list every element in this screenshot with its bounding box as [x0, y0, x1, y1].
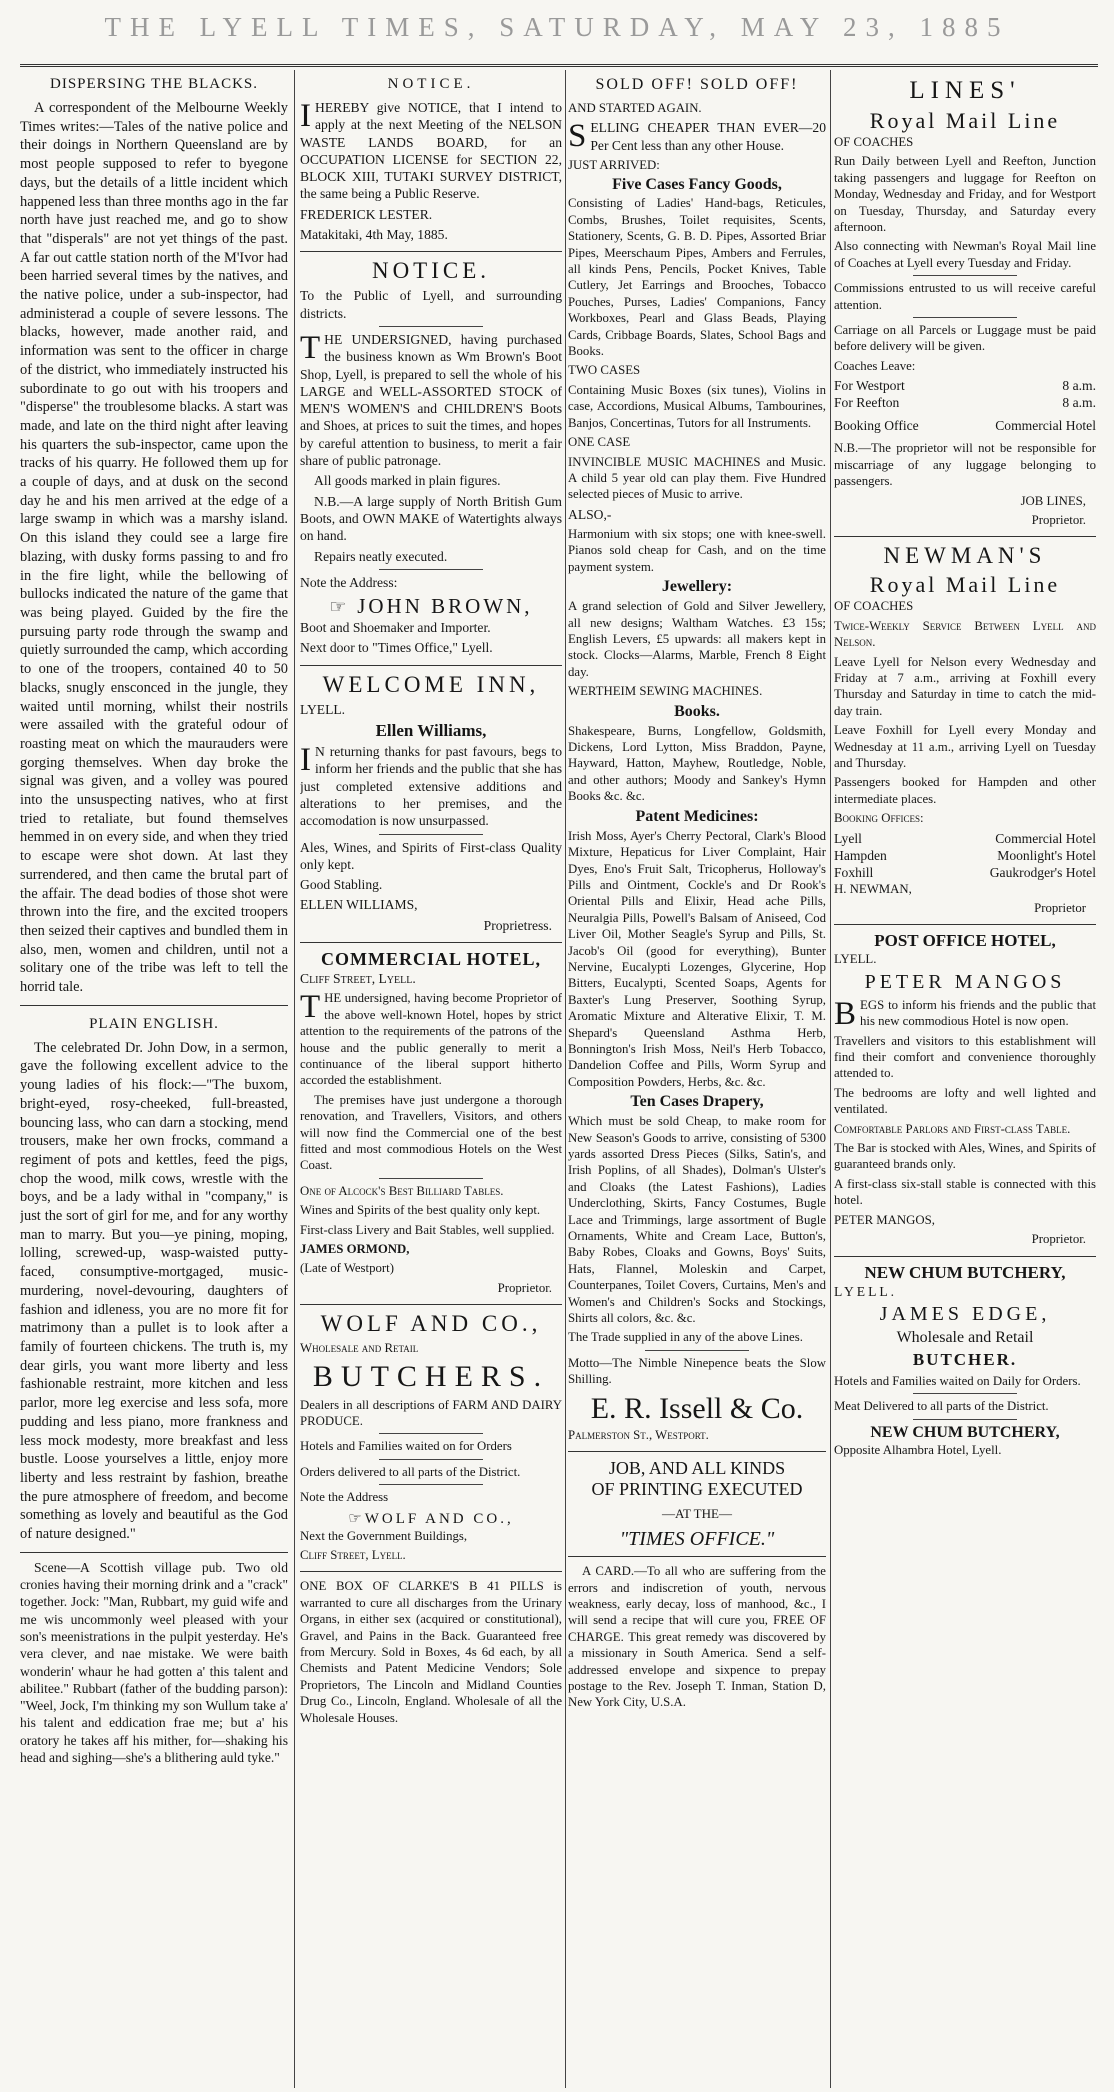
ad-signature: PETER MANGOS,	[834, 1212, 935, 1227]
ad-body: THE UNDERSIGNED, having purchased the business known as Wm Brown's Boot Shop, Lyell, is prepared to sell the whole of his LARGE and WELL-ASSORTED STOCK of MEN'S WOMEN'S and CHILDREN'S Boots and Shoes, at prices to suit the times, and hopes by careful attention to business, to merit a fair share of public patronage.	[300, 329, 562, 469]
ad-body: THE undersigned, having become Proprietor of the above well-known Hotel, hopes by strict attention to the requirements of the patrons of the house and the public generally to merit a continuance of the liberal support hitherto accorded the establishment.	[300, 989, 562, 1088]
ad-body: The bedrooms are lofty and well lighted and ventilated.	[834, 1085, 1096, 1117]
ad-body: A CARD.—To all who are suffering from the errors and indiscretion of youth, nervous weakness, early decay, loss of manhood, &c., I will send a recipe that will cure you, FREE OF CHARGE. This great remedy was discovered by a missionary in South America. Send a self-addressed envelope and sixpence to prepay postage to the Rev. Joseph T. Inman, Station D, New York City, U.S.A.	[568, 1564, 826, 1710]
timetable-time: 8 a.m.	[1062, 395, 1096, 411]
ad-new-chum-butchery	[834, 1263, 1096, 1467]
ad-big-title: BUTCHERS.	[312, 1359, 550, 1393]
ad-town: LYELL.	[834, 952, 877, 967]
timetable-row	[834, 377, 1096, 394]
ad-body: Ales, Wines, and Spirits of First-class Quality only kept.	[300, 839, 562, 872]
booking-row	[834, 830, 1096, 847]
ad-subhead: Patent Medicines:	[635, 807, 759, 825]
booking-place: Hampden	[834, 847, 887, 863]
ad-name: PETER MANGOS	[864, 970, 1066, 993]
ad-address: Next door to "Times Office," Lyell.	[300, 640, 493, 656]
ad-late: (Late of Westport)	[300, 1261, 394, 1276]
ad-subhead: Five Cases Fancy Goods,	[612, 176, 782, 194]
ad-subtitle: AND STARTED AGAIN.	[568, 101, 702, 115]
masthead-rule	[20, 64, 1098, 67]
ad-body: N.B.—The proprietor will not be responsible for miscarriage of any luggage belonging to passengers.	[834, 441, 1096, 489]
ad-role: Proprietor	[1034, 901, 1086, 915]
booking-label: Booking Office	[834, 418, 919, 434]
ad-title: NEWMAN'S	[883, 543, 1047, 569]
ad-subtitle: OF COACHES	[834, 599, 914, 614]
ad-body: Dealers in all descriptions of FARM AND DAIRY PRODUCE.	[300, 1397, 562, 1428]
divider	[913, 1419, 1018, 1420]
ad-body: Leave Lyell for Nelson every Wednesday and Friday at 7 a.m., arriving at Foxhill every Thursday and Saturday in time to catch the mid-day train.	[834, 654, 1096, 718]
divider	[913, 317, 1018, 318]
masthead: THE LYELL TIMES, SATURDAY, MAY 23, 1885	[104, 12, 1010, 42]
ad-body: The Trade supplied in any of the above Lines.	[568, 1330, 803, 1345]
article-body: A correspondent of the Melbourne Weekly Times writes:—Tales of the native police and their doings in Northern Queensland are by most people supposed to refer to byegone days, but the details of a little incident which happened less than three months ago in the far north have just reached me, and go to show that "disperals" are not yet things of the past. A far out cattle station north of the M'Ivor had been harried several times by the natives, and the native police, under a sub-inspector, had administerad a couple of severe lessons. The blacks, however, made another raid, and information was sent to the officer in charge of the district, who immediately instructed his subordinate to go out with his troopers and "disperse" the troublesome blacks. A start was made, and late on the third night after leaving his quarters the sub-inspector, came upon the tracks of his quarry. He followed them up for a couple of days, and at dusk on the second day he and his men arrived at the edge of a large swamp in which was a marshy island. On this island they could see a large fire blazing, with dusky forms passing to and fro in the fire light, while the bellowing of bullocks indicated the nature of the game that was being played. Guided by the fire the pursuing party rode through the swamp and quietly surrounded the camp, which according to one of the troopers, contained 40 to 50 blacks, snugly ensconced in the jungle, they waited until morning, whilst their nostrils were assailed with the grateful odour of roasting meat on which the maurauders were gorging themselves. When day broke the signal was given, and a volley was poured into the unsuspecting natives, who at first tried to retaliate, but found themselves hemmed in on every side, and when they tried to escape were shot down. At last they surrendered, and then came the brutal part of the affair. The dead bodies of those shot were thrown into the fire, and the excited troopers then seized their captives and bundled them in also, men, women and children, until not a solitary one of the tribe was left to tell the horrid tale.	[20, 100, 288, 996]
ad-body: Passengers booked for Hampden and other intermediate places.	[834, 775, 1096, 806]
ad-clarke-pills	[300, 1578, 562, 1734]
ad-big-title: Royal Mail Line	[869, 108, 1061, 133]
booking-hotel: Commercial Hotel	[995, 830, 1096, 846]
ad-body: Hotels and Families waited on for Orders	[300, 1439, 512, 1454]
ad-role: Proprietor.	[1031, 1232, 1086, 1247]
ad-body: The premises have just undergone a thorough renovation, and Travellers, Visitors, and others will now find the Commercial one of the best fitted and most commodious Hotels on the West Coast.	[300, 1092, 562, 1173]
booking-hotel: Moonlight's Hotel	[997, 847, 1096, 863]
divider	[379, 326, 484, 327]
ad-title: NEW CHUM BUTCHERY,	[870, 1423, 1060, 1441]
ad-body: Twice-Weekly Service Between Lyell and Nelson.	[834, 618, 1096, 650]
ad-body: All goods marked in plain figures.	[314, 473, 501, 489]
ad-line: —AT THE—	[662, 1506, 732, 1522]
timetable-place: For Reefton	[834, 395, 900, 411]
ad-body: Shakespeare, Burns, Longfellow, Goldsmith, Dickens, Lord Lytton, Miss Braddon, Payne, Hayward, Hatton, Mayhew, Routledge, Noble, and other authors; Moody and Sankey's Hymn Books &c. &c.	[568, 723, 826, 804]
ad-body: Good Stabling.	[300, 877, 383, 893]
column-rule	[830, 70, 831, 2088]
ad-name	[300, 1509, 562, 1528]
ad-date: Matakitaki, 4th May, 1885.	[300, 227, 448, 243]
ad-subhead: Ten Cases Drapery,	[630, 1093, 764, 1111]
ad-job-printing	[568, 1458, 826, 1557]
ad-title: WOLF AND CO.,	[320, 1311, 542, 1337]
ad-role: Proprietor.	[1031, 512, 1086, 527]
article-title: PLAIN ENGLISH.	[89, 1015, 219, 1032]
ad-line: JOB, AND ALL KINDS	[608, 1458, 786, 1479]
ad-subtitle: To the Public of Lyell, and surrounding districts.	[300, 288, 562, 321]
booking-row	[834, 847, 1096, 864]
ad-body: Motto—The Nimble Ninepence beats the Slow Shilling.	[568, 1355, 826, 1387]
divider	[913, 275, 1018, 276]
ad-line: OF PRINTING EXECUTED	[591, 1479, 803, 1500]
booking-place: Commercial Hotel	[995, 418, 1096, 434]
ad-body: Meat Delivered to all parts of the District.	[834, 1399, 1049, 1414]
ad-body: N.B.—A large supply of North British Gum Boots, and OWN MAKE of Watertights always on hand.	[300, 493, 562, 544]
ad-body: Comfortable Parlors and First-class Table.	[834, 1121, 1071, 1136]
ad-body: Which must be sold Cheap, to make room for New Season's Goods to arrive, consisting of 5300 yards assorted Dress Pieces (Silks, Satin's, and Irish Poplins, of all Shades), Dolman's Ulster's and Cloaks (the Latest Fashions), Ladies Underclothing, Skirts, Fancy Costumes, Bugle Lace and Trimmings, large assortment of Bugle Ornaments, White and Cream Lace, Button's, Baby Robes, Cloaks and Gowns, Boys' Suits, Hats, Flannel, Moleskin and Carpet, Counterpanes, Toilet Covers, Curtains, Men's and Women's and Children's Socks and Stockings, Shirts all colors, &c. &c.	[568, 1114, 826, 1326]
ad-body: Consisting of Ladies' Hand-bags, Reticules, Combs, Brushes, Toilet requisites, Scents, Stationery, Scents, G. B. D. Pipes, Assorted Briar Pipes, Meerschaum Pipes, Ambers and Ferrules, all kinds Pens, Pencils, Pocket Knives, Table Cutlery, Jet Earrings and Brooches, Tobacco Pouches, Purses, Ladies' Companions, Fancy Workboxes, Pearl and Glass Beads, Playing Cards, Cribbage Boards, Slates, School Bags and Books.	[568, 196, 826, 359]
ad-body: WERTHEIM SEWING MACHINES.	[568, 684, 763, 699]
ad-name: Ellen Williams,	[375, 721, 487, 741]
pointing-hand-icon: ☞	[329, 597, 358, 619]
ad-card	[568, 1563, 826, 1719]
ad-subtitle: OF COACHES	[834, 135, 914, 149]
ad-note: Note the Address	[300, 1490, 389, 1505]
ad-title: SOLD OFF! SOLD OFF!	[595, 76, 799, 93]
column-rule	[565, 70, 566, 2088]
divider	[913, 1393, 1018, 1394]
booking-hotel: Gaukrodger's Hotel	[989, 864, 1096, 880]
ad-sold-off	[568, 76, 826, 1452]
ad-lines-coaches	[834, 77, 1096, 537]
ad-name	[300, 594, 562, 619]
ad-trade: Boot and Shoemaker and Importer.	[300, 620, 491, 636]
article-dispersing-blacks	[20, 76, 288, 1006]
ad-line: "TIMES OFFICE."	[619, 1528, 775, 1551]
ad-signature: FREDERICK LESTER.	[300, 206, 433, 222]
ad-signature: ELLEN WILLIAMS,	[300, 897, 418, 913]
ad-body: The Bar is stocked with Ales, Wines, and Spirits of guaranteed brands only.	[834, 1141, 1096, 1172]
ad-big-title: BUTCHER.	[912, 1349, 1018, 1369]
column-3	[568, 74, 826, 2084]
ad-title: NOTICE.	[371, 258, 491, 284]
ad-body: Repairs neatly executed.	[314, 548, 448, 564]
ad-welcome-inn	[300, 672, 562, 943]
ad-body: Leave Foxhill for Lyell every Monday and Wednesday at 11 a.m., arriving Lyell on Tuesday and Thursday.	[834, 723, 1096, 770]
ad-title: COMMERCIAL HOTEL,	[320, 948, 542, 969]
divider	[379, 569, 484, 570]
ad-subhead: Coaches Leave:	[834, 358, 916, 373]
column-1	[20, 74, 288, 2084]
divider	[379, 1178, 484, 1179]
ad-body: A first-class six-stall stable is connected with this hotel.	[834, 1176, 1096, 1208]
ad-title: LINES'	[909, 77, 1021, 104]
ad-street: Cliff Street, Lyell.	[300, 970, 416, 986]
ad-subhead: ONE CASE	[568, 435, 631, 450]
ad-body: Hotels and Families waited on Daily for Orders.	[834, 1373, 1081, 1388]
ad-notice-brown	[300, 258, 562, 665]
ad-subhead: TWO CASES	[568, 363, 641, 378]
ad-signature: JOB LINES,	[1020, 493, 1086, 508]
column-4	[834, 74, 1096, 2084]
ad-body: Also connecting with Newman's Royal Mail line of Coaches at Lyell every Tuesday and Friday.	[834, 239, 1096, 270]
ad-signature: JAMES ORMOND,	[300, 1241, 410, 1256]
ad-address: Next the Government Buildings,	[300, 1528, 468, 1543]
ad-body: Travellers and visitors to this establishment will find their comfort and convenience thoroughly attended to.	[834, 1033, 1096, 1081]
ad-title: NEW CHUM BUTCHERY,	[864, 1262, 1066, 1282]
ad-firm-name: E. R. Issell & Co.	[590, 1391, 804, 1425]
divider	[645, 1350, 748, 1351]
article-scene	[20, 1559, 288, 1775]
ad-body: BEGS to inform his friends and the public that his new commodious Hotel is now open.	[834, 995, 1096, 1032]
ad-subhead: JUST ARRIVED:	[568, 158, 660, 172]
article-title: DISPERSING THE BLACKS.	[50, 76, 258, 92]
ad-body: Carriage on all Parcels or Luggage must be paid before delivery will be given.	[834, 323, 1096, 354]
ad-body: First-class Livery and Bait Stables, well supplied.	[300, 1222, 555, 1237]
article-body: The celebrated Dr. John Dow, in a sermon, gave the following excellent advice to the young ladies of his flock:—"The buxom, bright-eyed, rosy-cheeked, full-breasted, bouncing lass, who can darn a stocking, mend trousers, make her own frocks, command a regiment of pots and kettles, feed the pigs, chop the wood, milk cows, wrestle with the boys, and be a lady withal in "company," is just the sort of girl for me, and for any worthy man to marry. But you—ye pining, moping, lolling, screwed-up, wasp-waisted putty-faced, consumptive-mortgaged, music-murdering, novel-devouring, daughters of fashion and idleness, you are no more fit for matrimony than a pullet is to look after a family of fourteen chickens. The truth is, my dear girls, you want more liberty and less fashionable restraint, more kitchen and less parlor, more leg exercise and less sofa, more pudding and less piano, more frankness and less mock modesty, more breakfast and less bustle. Loose yourselves a little, enjoy more liberty and less restraint by fashion, breathe the pure atmosphere of freedom, and become something as lovely and beautiful as the God of nature designed."	[20, 1039, 288, 1543]
ad-body: Irish Moss, Ayer's Cherry Pectoral, Clark's Blood Mixture, Hepaticus for Liver Complaint, Hair Dyes, Eno's Fruit Salt, Tricopherus, Holloway's Pills and Ointment, Cockle's and Dr Rook's Oriental Pills and Elixir, Head ache Pills, Neuralgia Pills, Powell's Balsam of Aniseed, Cod Liver Oil, Mother Seagle's Syrup and Pills, St. Jacob's Oil (good for everything), Bunter Nervine, Eucalypti Lozenges, Glycerine, Hop Bitters, Eucalypti, Scented Soaps, Agents for Baxter's Lung Preserver, Soothing Syrup, Aromatic Mixture and Alterative Elixir, T. M. Shepard's Queensland Asthma Herb, Bonnington's Irish Moss, Neil's Herb Tobacco, Dandelion Coffee and Pills, Worm Syrup and Composition Powders, Herbs, &c. &c.	[568, 828, 826, 1089]
ad-subhead: Jewellery:	[661, 578, 733, 596]
ad-body: Commissions entrusted to us will receive careful attention.	[834, 281, 1096, 312]
ad-subtitle: Wholesale and Retail	[896, 1328, 1034, 1346]
article-plain-english	[20, 1016, 288, 1553]
ad-subhead: ALSO,-	[568, 506, 612, 522]
pointing-hand-icon: ☞	[348, 1510, 365, 1527]
ad-title: POST OFFICE HOTEL,	[874, 931, 1056, 951]
ad-body: A grand selection of Gold and Silver Jewellery, all new designs; Waltham Watches. £3 15s; English Levers, £5 upwards: all makers kept in stock. Clocks—Alarms, Marble, French 8 Eight day.	[568, 599, 826, 679]
ad-notice-lester	[300, 76, 562, 252]
ad-signature: H. NEWMAN,	[834, 881, 912, 896]
ad-street: Cliff Street, Lyell.	[300, 1548, 406, 1563]
ad-role: Proprietor.	[497, 1280, 552, 1295]
ad-post-office-hotel	[834, 931, 1096, 1256]
timetable-time: 8 a.m.	[1062, 378, 1096, 394]
ad-role: Proprietress.	[483, 917, 552, 933]
booking-place: Lyell	[834, 830, 862, 846]
ad-subhead: Books.	[674, 702, 720, 720]
ad-name-text: JOHN BROWN,	[357, 594, 533, 619]
article-body: Scene—A Scottish village pub. Two old cronies having their morning drink and a "crack" together. Jock: "Man, Rubbart, my guid wife and me wis uncommonly weel pleased with your son's meenistrations in the pulpit yesterday. He's vera clever, and nae mistake. We were baith wonderin' whaur he had gotten a' this talent and abilitee." Rubbart (father of the budding parson): "Weel, Jock, I'm thinking my son Wullum take a' his talent and eddication frae me; but a' his oratory he takes aff his mither, for—shaking his head and sighing—she's a blithering auld tyke."	[20, 1559, 288, 1765]
booking-row	[834, 864, 1096, 881]
ad-body: Wines and Spirits of the best quality only kept.	[300, 1203, 541, 1218]
column-2	[300, 74, 562, 2084]
divider	[379, 1484, 484, 1485]
ad-subhead: Booking Offices:	[834, 811, 924, 826]
ad-newmans-coaches	[834, 543, 1096, 925]
ad-title: WELCOME INN,	[322, 671, 540, 697]
ad-body: IHEREBY give NOTICE, that I intend to apply at the next Meeting of the NELSON WASTE LANDS BOARD, for an OCCUPATION LICENSE for SECTION 22, BLOCK XIII, TUTAKI SURVEY DISTRICT, the same being a Public Reserve.	[300, 98, 562, 202]
divider	[379, 1459, 484, 1460]
ad-subtitle: Wholesale and Retail	[300, 1341, 419, 1356]
ad-body: IN returning thanks for past favours, begs to inform her friends and the public that she has just completed extensive additions and alterations to her premises, and the accomodation is now unsurpassed.	[300, 742, 562, 829]
divider	[379, 834, 484, 835]
ad-town: LYELL.	[300, 701, 346, 717]
ad-body: INVINCIBLE MUSIC MACHINES and Music. A child 5 year old can play them. Five Hundred selected pieces of Music to arrive.	[568, 454, 826, 502]
ad-title: NOTICE.	[387, 76, 475, 92]
timetable-place: For Westport	[834, 378, 905, 394]
ad-body: Orders delivered to all parts of the District.	[300, 1464, 521, 1479]
ad-body: Harmonium with six stops; one with knee-swell. Pianos sold cheap for Cash, and on the time payment system.	[568, 527, 826, 574]
ad-note: Note the Address:	[300, 574, 398, 590]
ad-name-text: WOLF AND CO.,	[364, 1510, 514, 1527]
column-rule	[294, 70, 295, 2088]
ad-name: JAMES EDGE,	[879, 1302, 1051, 1325]
ad-address: Opposite Alhambra Hotel, Lyell.	[834, 1442, 1002, 1457]
ad-town: LYELL.	[834, 1283, 898, 1299]
booking-row	[834, 417, 1096, 434]
ad-commercial-hotel	[300, 949, 562, 1305]
timetable-row	[834, 394, 1096, 411]
ad-body: One of Alcock's Best Billiard Tables.	[300, 1183, 504, 1198]
divider	[379, 1433, 484, 1434]
ad-body: ONE BOX OF CLARKE'S B 41 PILLS is warranted to cure all discharges from the Urinary Organs, in either sex (acquired or constitutional), Gravel, and Pains in the Back. Guaranteed free from Mercury. Sold in Boxes, 4s 6d each, by all Chemists and Patent Medicine Vendors; Sole Proprietors, The Lincoln and Midland Counties Drug Co., Lincoln, England. Wholesale of all the Wholesale Houses.	[300, 1579, 562, 1725]
ad-address: Palmerston St., Westport.	[568, 1427, 709, 1442]
ad-body: Run Daily between Lyell and Reefton, Junction taking passengers and luggage for Reefton on Monday, Wednesday and Friday, and for Westport on Tuesday, Thursday, and Saturday every afternoon.	[834, 154, 1096, 235]
booking-place: Foxhill	[834, 864, 874, 880]
ad-body: Containing Music Boxes (six tunes), Violins in case, Accordions, Musical Albums, Tambourines, Banjos, Concertinas, Tutors for all Instruments.	[568, 382, 826, 430]
ad-body: SELLING CHEAPER THAN EVER—20 Per Cent less than any other House.	[568, 118, 826, 155]
ad-big-title: Royal Mail Line	[869, 572, 1061, 598]
ad-wolf-and-co	[300, 1311, 562, 1572]
